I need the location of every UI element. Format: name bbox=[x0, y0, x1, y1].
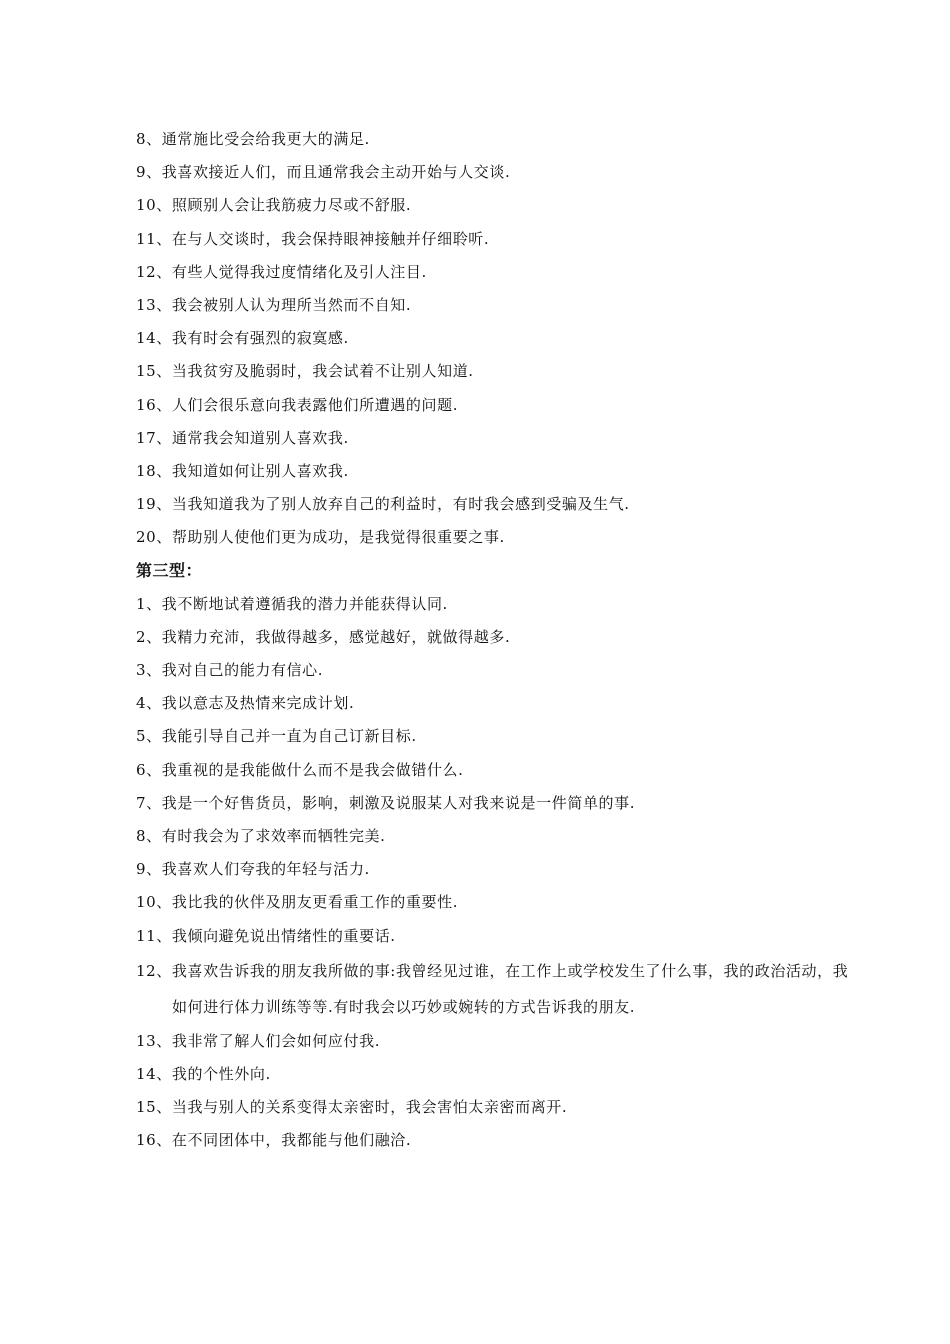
list-item: 3、我对自己的能力有信心. bbox=[136, 661, 324, 679]
list-item: 16、在不同团体中，我都能与他们融洽. bbox=[136, 1131, 412, 1150]
list-item: 10、我比我的伙伴及朋友更看重工作的重要性. bbox=[136, 893, 459, 912]
list-item: 11、我倾向避免说出情绪性的重要话. bbox=[136, 926, 396, 945]
list-item-multiline: 12、我喜欢告诉我的朋友我所做的事:我曾经见过谁，在工作上或学校发生了什么事，我的政治活动，我如何进行体力训练等等.有时我会以巧妙或婉转的方式告诉我的朋友. bbox=[136, 961, 849, 1016]
list-item: 20、帮助别人使他们更为成功，是我觉得很重要之事. bbox=[136, 528, 505, 547]
list-item: 18、我知道如何让别人喜欢我. bbox=[136, 461, 349, 480]
list-item: 19、当我知道我为了别人放弃自己的利益时，有时我会感到受骗及生气. bbox=[136, 495, 630, 514]
list-item: 14、我有时会有强烈的寂寞感. bbox=[136, 329, 349, 348]
list-item: 13、我会被别人认为理所当然而不自知. bbox=[136, 295, 412, 314]
list-item: 10、照顾别人会让我筋疲力尽或不舒服. bbox=[136, 196, 412, 215]
list-item: 6、我重视的是我能做什么而不是我会做错什么. bbox=[136, 760, 464, 779]
list-item: 5、我能引导自己并一直为自己订新目标. bbox=[136, 727, 417, 746]
list-item: 13、我非常了解人们会如何应付我. bbox=[136, 1031, 381, 1050]
list-item: 9、我喜欢接近人们，而且通常我会主动开始与人交谈. bbox=[136, 163, 511, 182]
type-three-list bbox=[136, 588, 849, 1158]
list-item: 7、我是一个好售货员，影响，刺激及说服某人对我来说是一件简单的事. bbox=[136, 793, 636, 812]
list-item: 12、有些人觉得我过度情绪化及引人注目. bbox=[136, 262, 427, 281]
document-content bbox=[136, 123, 849, 1157]
type-two-list bbox=[136, 123, 826, 554]
list-item: 15、当我贫穷及脆弱时，我会试着不让别人知道. bbox=[136, 362, 474, 381]
list-item: 1、我不断地试着遵循我的潜力并能获得认同. bbox=[136, 594, 448, 613]
section-heading-type-three: 第三型： bbox=[136, 561, 203, 581]
list-item: 4、我以意志及热情来完成计划. bbox=[136, 694, 355, 713]
list-item: 2、我精力充沛，我做得越多，感觉越好，就做得越多. bbox=[136, 627, 511, 646]
list-item: 9、我喜欢人们夸我的年轻与活力. bbox=[136, 860, 370, 879]
list-item: 16、人们会很乐意向我表露他们所遭遇的问题. bbox=[136, 395, 459, 414]
list-item: 8、通常施比受会给我更大的满足. bbox=[136, 130, 370, 148]
list-item: 15、当我与别人的关系变得太亲密时，我会害怕太亲密而离开. bbox=[136, 1098, 568, 1117]
list-item: 11、在与人交谈时，我会保持眼神接触并仔细聆听. bbox=[136, 229, 490, 248]
list-item: 8、有时我会为了求效率而牺牲完美. bbox=[136, 826, 386, 845]
list-item: 14、我的个性外向. bbox=[136, 1064, 271, 1083]
list-item: 17、通常我会知道别人喜欢我. bbox=[136, 428, 349, 447]
